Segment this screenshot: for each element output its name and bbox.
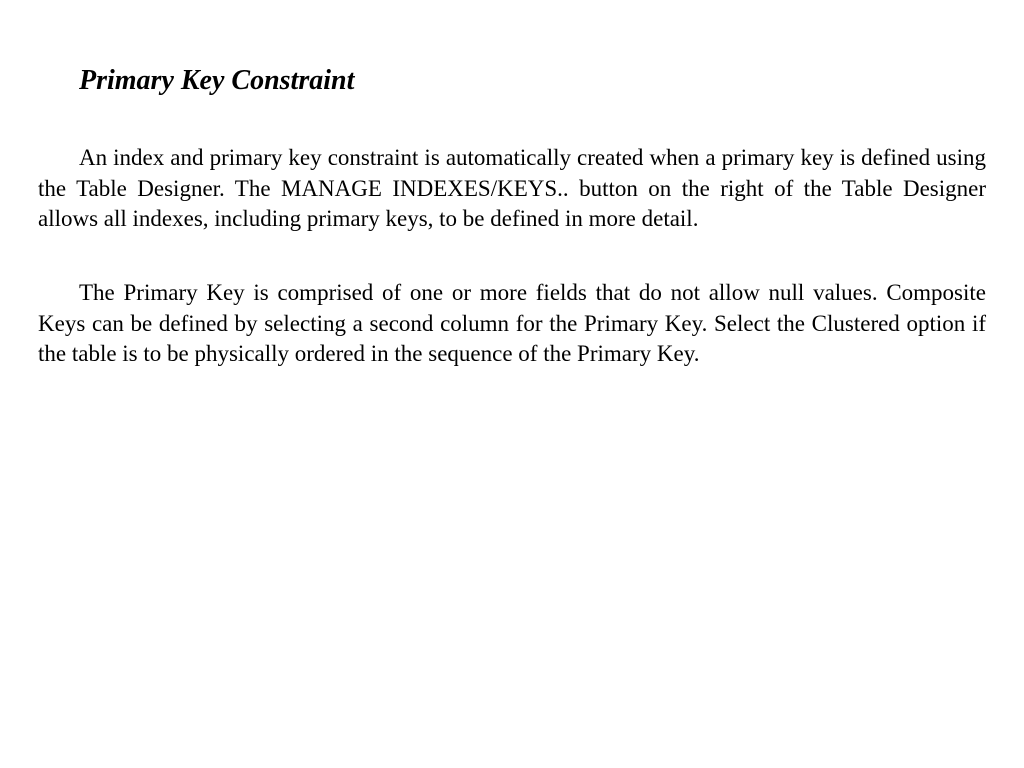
page-title: Primary Key Constraint [79, 65, 355, 96]
paragraph-primary-key-fields: The Primary Key is comprised of one or more fields that do not allow null values. Composite Keys can be defined by selecting a second column for the Primary Key. Select the Clustered option if the table is to be physically ordered in the sequence of the Primary Key. [38, 280, 986, 366]
paragraph-index-and-primary-key: An index and primary key constraint is automatically created when a primary key is defined using the Table Designer. The MANAGE INDEXES/KEYS.. button on the right of the Table Designer allows all indexes, including primary keys, to be defined in more detail. [38, 145, 986, 231]
